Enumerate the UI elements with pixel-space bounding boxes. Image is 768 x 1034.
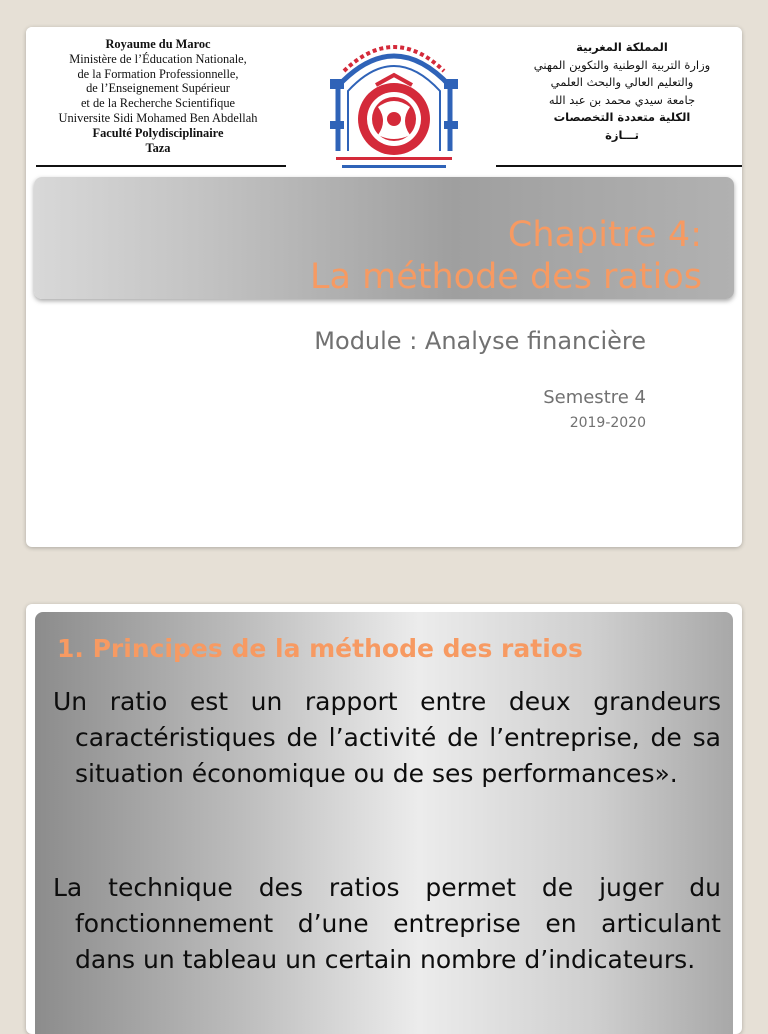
semester-label: Semestre 4: [543, 387, 646, 408]
header-left-french: [32, 37, 284, 155]
header-divider: [36, 165, 286, 167]
header-line: de l’Enseignement Supérieur: [86, 81, 230, 96]
content-slide: [26, 604, 742, 1034]
header-line: Faculté Polydisciplinaire: [92, 125, 224, 140]
paragraph-definition: Un ratio est un rapport entre deux grandeurs caractéristiques de l’activité de l’entreprise, de sa situation économique ou de ses performances».: [53, 687, 721, 788]
header-line: Royaume du Maroc: [105, 37, 211, 51]
header-divider: [496, 165, 742, 167]
header-line: المملكة المغربية: [576, 40, 668, 54]
academic-year: 2019-2020: [569, 415, 646, 431]
header-line: تـــازة: [605, 127, 639, 142]
header-line: الكلية متعددة التخصصات: [553, 110, 691, 125]
content-panel: [35, 612, 733, 1034]
header-right-arabic: [504, 39, 740, 145]
title-banner: [34, 177, 734, 299]
header-line: et de la Recherche Scientifique: [80, 96, 236, 111]
header-line: والتعليم العالي والبحث العلمي: [550, 75, 694, 90]
section-title: 1. Principes de la méthode des ratios: [57, 634, 583, 663]
institution-header: [26, 27, 742, 175]
module-label: Module : Analyse financière: [314, 327, 646, 355]
university-logo: [316, 31, 472, 173]
title-slide: [26, 27, 742, 547]
header-line: Ministère de l’Éducation Nationale,: [69, 51, 247, 66]
header-line: Taza: [145, 140, 171, 155]
chapter-subtitle: La méthode des ratios: [310, 257, 702, 297]
header-line: de la Formation Professionnelle,: [77, 66, 239, 81]
header-line: Universite Sidi Mohamed Ben Abdellah: [58, 110, 258, 125]
header-line: جامعة سيدي محمد بن عبد الله: [548, 92, 696, 107]
chapter-title: Chapitre 4:: [507, 215, 702, 255]
paragraph-technique: La technique des ratios permet de juger du fonctionnement d’une entreprise en articulant dans un tableau un certain nombre d’indicateurs.: [53, 873, 721, 974]
header-line: وزارة التربية الوطنية والتكوين المهني: [533, 57, 711, 72]
